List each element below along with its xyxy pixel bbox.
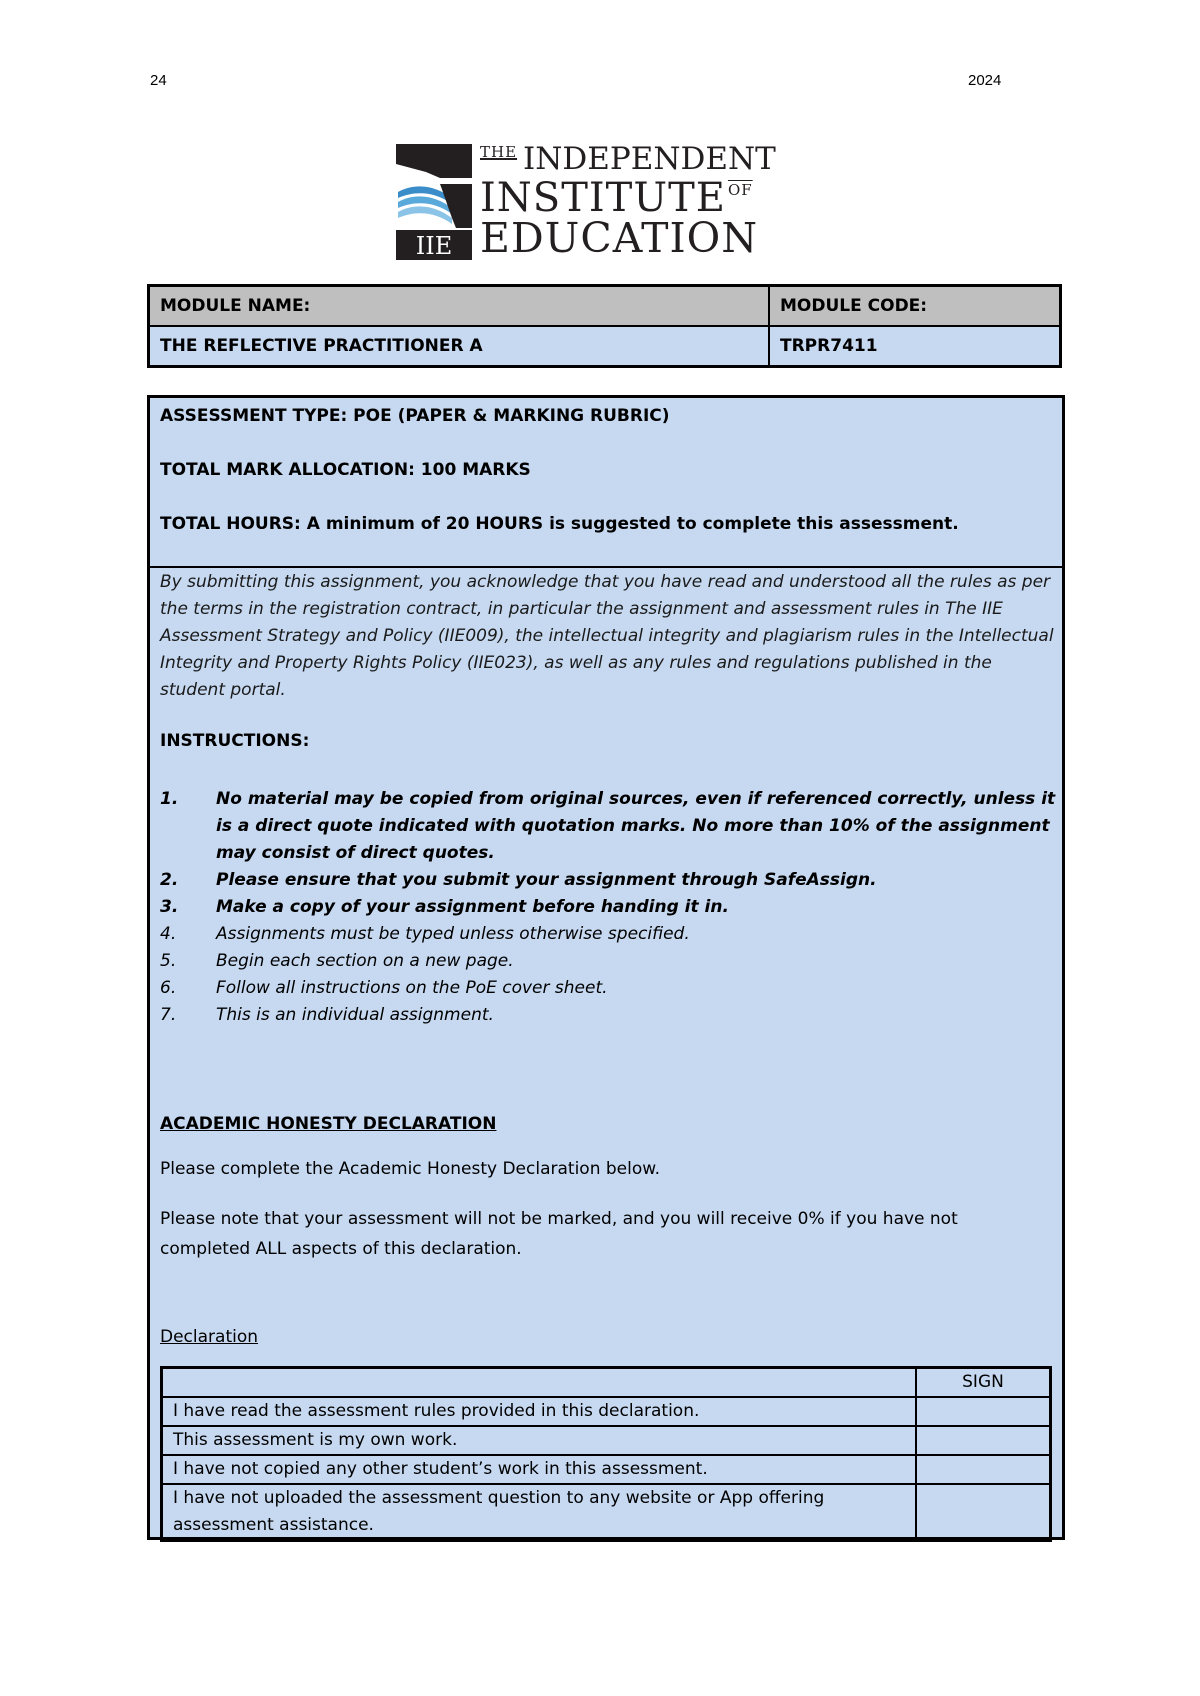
table-row [162,1426,1051,1455]
sign-field[interactable] [916,1426,1051,1455]
instructions-list [160,786,1060,1029]
logo-of: OF [727,181,753,199]
assessment-box [147,395,1065,1540]
sign-header: SIGN [916,1368,1051,1398]
page-header-left: 24 [150,72,167,89]
honesty-paragraph-2: Please note that your assessment will not be marked, and you will receive 0% if you have not completed ALL aspects of this declaration. [160,1209,958,1259]
logo-line3: EDUCATION [480,214,759,262]
sign-field[interactable] [916,1455,1051,1484]
assessment-type: ASSESSMENT TYPE: POE (PAPER & MARKING RUBRIC) [160,406,670,426]
iie-logo [396,141,810,262]
total-marks: TOTAL MARK ALLOCATION: 100 MARKS [160,460,531,480]
sign-field[interactable] [916,1484,1051,1541]
list-item: 5. Begin each section on a new page. [160,951,514,971]
total-hours: TOTAL HOURS: A minimum of 20 HOURS is suggested to complete this assessment. [160,514,959,534]
instructions-title: INSTRUCTIONS: [160,731,310,751]
module-code-value: TRPR7411 [769,326,1061,367]
declaration-statement: I have read the assessment rules provided in this declaration. [162,1397,917,1426]
declaration-table [160,1366,1052,1542]
module-name-value: THE REFLECTIVE PRACTITIONER A [149,326,770,367]
declaration-title: Declaration [160,1327,259,1347]
table-row [162,1397,1051,1426]
list-item: 4. Assignments must be typed unless otherwise specified. [160,924,690,944]
logo-badge: IIE [415,232,453,260]
module-table [147,284,1062,368]
logo-the: THE [480,143,518,161]
declaration-statement: I have not uploaded the assessment question to any website or App offering assessment assistance. [162,1484,917,1541]
logo-line1: INDEPENDENT [523,141,776,177]
table-row [162,1484,1051,1541]
book-emblem-icon [396,144,472,260]
declaration-statement: I have not copied any other student’s work in this assessment. [162,1455,917,1484]
table-row [162,1455,1051,1484]
table-row [162,1368,1051,1398]
declaration-statement: This assessment is my own work. [162,1426,917,1455]
section-divider [150,566,1062,568]
declaration-header-blank [162,1368,917,1398]
logo-line2: INSTITUTE [480,175,726,221]
module-code-label: MODULE CODE: [769,286,1061,327]
list-item: 7. This is an individual assignment. [160,1005,494,1025]
page-header-right: 2024 [968,72,1002,89]
acknowledgement-text: By submitting this assignment, you acknowledge that you have read and understood all the rules as per the terms in the registration contract, in particular the assignment and assessment rules in The IIE Assessment Strategy and Policy (IIE009), the intellectual integrity and plagiarism rules in the Intellectual Integrity and Property Rights Policy (IIE023), as well as any rules and regulations published in the student portal. [160,572,1054,700]
list-item: 6. Follow all instructions on the PoE cover sheet. [160,978,608,998]
honesty-paragraph-1: Please complete the Academic Honesty Declaration below. [160,1159,660,1179]
list-item: 2. Please ensure that you submit your assignment through SafeAssign. [160,870,877,890]
honesty-title: ACADEMIC HONESTY DECLARATION [160,1114,497,1134]
sign-field[interactable] [916,1397,1051,1426]
list-item: 3. Make a copy of your assignment before handing it in. [160,897,729,917]
module-name-label: MODULE NAME: [149,286,770,327]
list-item: 1. No material may be copied from original sources, even if referenced correctly, unless it is a direct quote indicated with quotation marks. No more than 10% of the assignment may consist of direct quotes. [160,789,1056,863]
